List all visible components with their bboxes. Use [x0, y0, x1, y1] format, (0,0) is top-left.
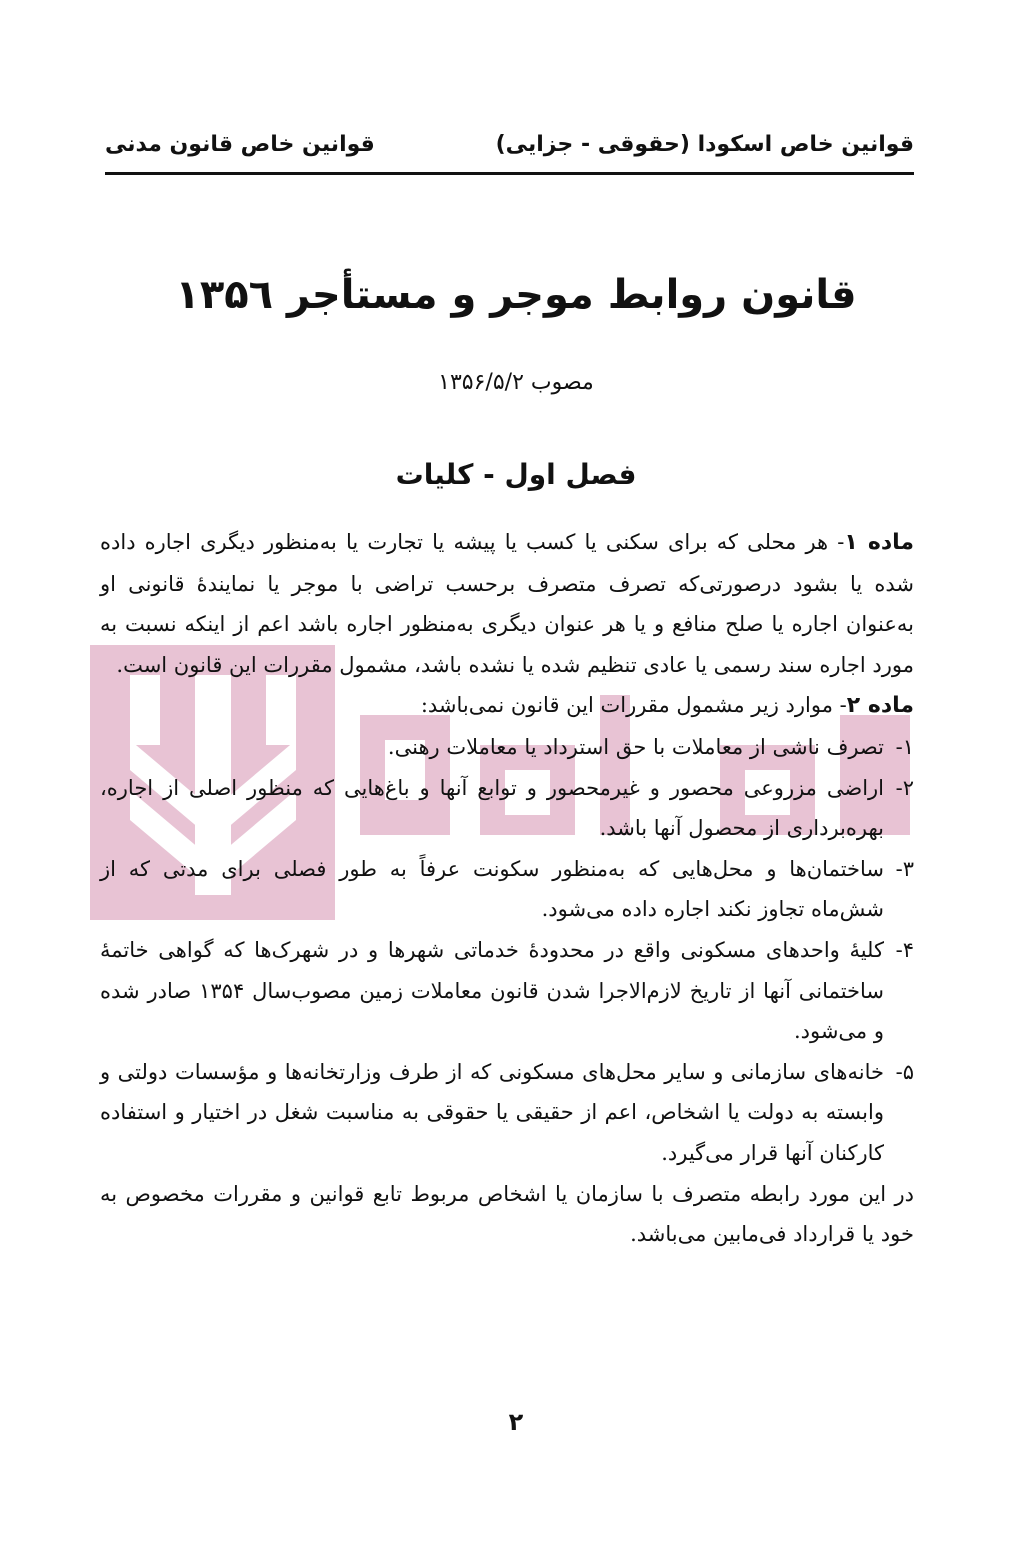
header-divider [105, 172, 914, 175]
article-2-closing: در این مورد رابطه متصرف با سازمان یا اشخاص مربوط تابع قوانین و مقررات مخصوص به خود یا قرارداد فی‌مابین می‌باشد. [100, 1181, 914, 1247]
running-header [105, 128, 914, 176]
article-1-text: - هر محلی که برای سکنی یا کسب یا پیشه یا تجارت یا به‌منظور دیگری اجاره داده شده یا بشود درصورتی‌که تصرف متصرف برحسب تراضی با موجر یا نمایندهٔ قانونی او به‌عنوان اجاره یا صلح منافع و یا هر عنوان دیگری به‌منظور اجاره باشد اعم از اینکه نسبت به مورد اجاره سند رسمی یا عادی تنظیم شده یا نشده باشد، مشمول مقررات این قانون است. [100, 530, 914, 677]
list-item-number: ۳- [895, 856, 914, 881]
list-item [100, 930, 914, 1052]
article-1-label: ماده ۱ [844, 530, 914, 555]
chapter-heading: فصل اول - کلیات [395, 458, 637, 491]
list-item [100, 768, 914, 849]
list-item-text: کلیهٔ واحدهای مسکونی واقع در محدودهٔ خدماتی شهرها و در شهرک‌ها که گواهی خاتمهٔ ساختمانی آنها از تاریخ لازم‌الاجرا شدن قانون معاملات زمین مصوب‌سال ۱۳۵۴ صادر شده و می‌شود. [100, 937, 885, 1044]
list-item-number: ۴- [895, 937, 914, 962]
law-title: قانون روابط موجر و مستأجر ۱۳۵٦ [175, 272, 857, 318]
article-2-intro: - موارد زیر مشمول مقررات این قانون نمی‌باشد: [420, 693, 847, 718]
header-book-title: قوانین خاص اسکودا (حقوقی - جزایی) [495, 132, 914, 157]
list-item-text: خانه‌های سازمانی و سایر محل‌های مسکونی که از طرف وزارتخانه‌ها و مؤسسات دولتی و وابسته به دولت یا اشخاص، اعم از حقیقی یا حقوقی به مناسبت شغل در اختیار و استفاده کارکنان آنها قرار می‌گیرد. [100, 1059, 884, 1165]
list-item-text: ساختمان‌ها و محل‌هایی که به‌منظور سکونت عرفاً به طور فصلی برای مدتی که از شش‌ماه تجاوز نکند اجاره داده می‌شود. [100, 856, 884, 922]
list-item-text: تصرف ناشی از معاملات با حق استرداد یا معاملات رهنی. [387, 734, 884, 759]
article-2 [100, 685, 914, 727]
list-item [100, 849, 914, 930]
list-item [100, 1052, 914, 1174]
page-number: ۲ [508, 1408, 524, 1436]
approval-date: مصوب ۱۳۵۶/۵/۲ [438, 370, 594, 395]
law-body [100, 522, 914, 1255]
list-item-text: اراضی مزروعی محصور و غیرمحصور و توابع آنها و باغ‌هایی که منظور اصلی از اجاره، بهره‌برداری از محصول آنها باشد. [100, 775, 884, 841]
article-1 [100, 522, 914, 685]
list-item [100, 727, 914, 768]
header-section-title: قوانین خاص قانون مدنی [105, 132, 375, 157]
article-2-label: ماده ۲ [846, 693, 914, 719]
list-item-number: ۱- [895, 734, 914, 759]
list-item-number: ۲- [895, 775, 914, 800]
list-item-number: ۵- [895, 1059, 914, 1084]
